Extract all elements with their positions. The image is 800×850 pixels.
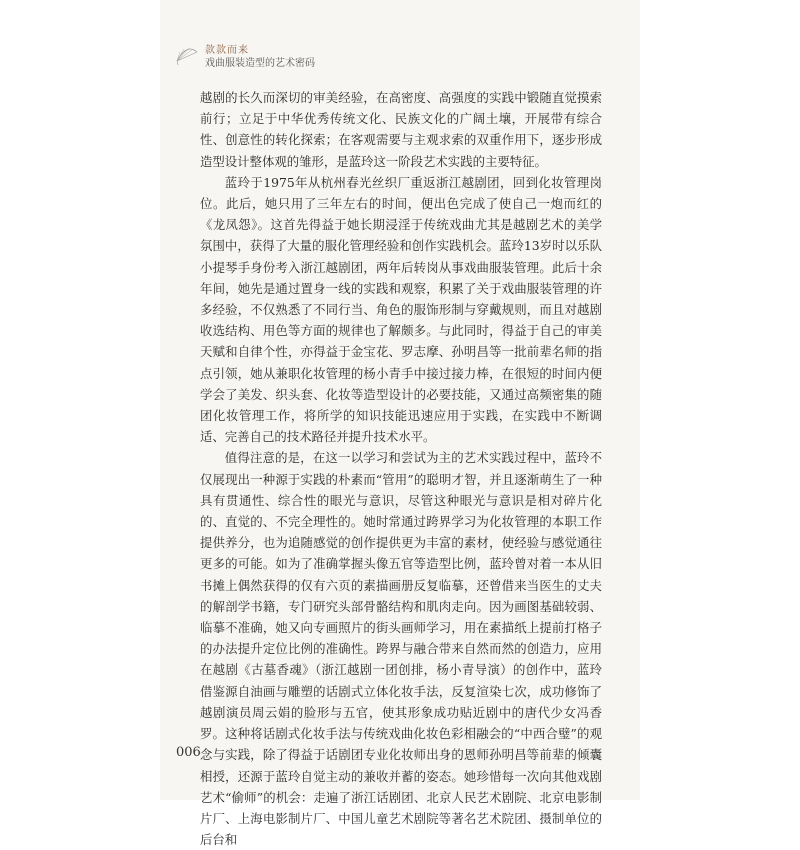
body-text [200,87,602,850]
header-subtitle: 戏曲服装造型的艺术密码 [205,58,315,69]
fan-icon [175,46,199,66]
paragraph-1: 越剧的长久而深切的审美经验，在高密度、高强度的实践中锻随直觉摸索前行；立足于中华优秀传统文化、民族文化的广阔土壤，开展带有综合性、创意性的转化探索；在客观需要与主观求索的双重作用下，逐步形成造型设计整体观的雏形，是蓝玲这一阶段艺术实践的主要特征。 [200,90,602,169]
paragraph-3: 值得注意的是，在这一以学习和尝试为主的艺术实践过程中，蓝玲不仅展现出一种源于实践的朴素而“管用”的聪明才智，并且逐渐萌生了一种具有贯通性、综合性的眼光与意识，尽管这种眼光与意识是相对碎片化的、直觉的、不完全理性的。她时常通过跨界学习为化妆管理的本职工作提供养分，也为追随感觉的创作提供更为丰富的素材，使经验与感觉通往更多的可能。如为了准确掌握头像五官等造型比例，蓝玲曾对着一本从旧书摊上偶然获得的仅有六页的素描画册反复临摹，还曾借来当医生的丈夫的解剖学书籍，专门研究头部骨骼结构和肌肉走向。因为画图基础较弱、临摹不准确，她又向专画照片的街头画师学习，用在素描纸上提前打格子的办法提升定位比例的准确性。跨界与融合带来自然而然的创造力，应用在越剧《古墓香魂》（浙江越剧一团创排，杨小青导演）的创作中，蓝玲借鉴源自油画与雕塑的话剧式立体化妆手法，反复渲染七次，成功修饰了越剧演员周云娟的脸形与五官，使其形象成功贴近剧中的唐代少女冯香罗。这种将话剧式化妆手法与传统戏曲化妆色彩相融会的“中西合璧”的观念与实践，除了得益于话剧团专业化妆师出身的恩师孙明昌等前辈的倾囊相授，还源于蓝玲自觉主动的兼收并蓄的姿态。她珍惜每一次向其他戏剧艺术“偷师”的机会：走遍了浙江话剧团、北京人民艺术剧院、北京电影制片厂、上海电影制片厂、中国儿童艺术剧院等著名艺术院团、摄制单位的后台和 [200,450,602,848]
page-number: 006 [176,745,201,760]
header-title: 款款而来 [205,45,249,56]
running-header [175,44,315,70]
paragraph-2: 蓝玲于1975年从杭州春光丝织厂重返浙江越剧团，回到化妆管理岗位。此后，她只用了三年左右的时间，便出色完成了使自己一炮而红的《龙凤怨》。这首先得益于她长期浸淫于传统戏曲尤其是越剧艺术的美学氛围中，获得了大量的服化管理经验和创作实践机会。蓝玲13岁时以乐队小提琴手身份考入浙江越剧团，两年后转岗从事戏曲服装管理。此后十余年间，她先是通过置身一线的实践和观察，积累了关于戏曲服装管理的许多经验，不仅熟悉了不同行当、角色的服饰形制与穿戴规则，而且对越剧收选结构、用色等方面的规律也了解颇多。与此同时，得益于自己的审美天赋和自律个性，亦得益于金宝花、罗志摩、孙明昌等一批前辈名师的指点引领，她从兼职化妆管理的杨小青手中接过接力棒，在很短的时间内便学会了美发、织头套、化妆等造型设计的必要技能，又通过高频密集的随团化妆管理工作，将所学的知识技能迅速应用于实践，在实践中不断调适、完善自己的技术路径并提升技术水平。 [200,174,602,445]
